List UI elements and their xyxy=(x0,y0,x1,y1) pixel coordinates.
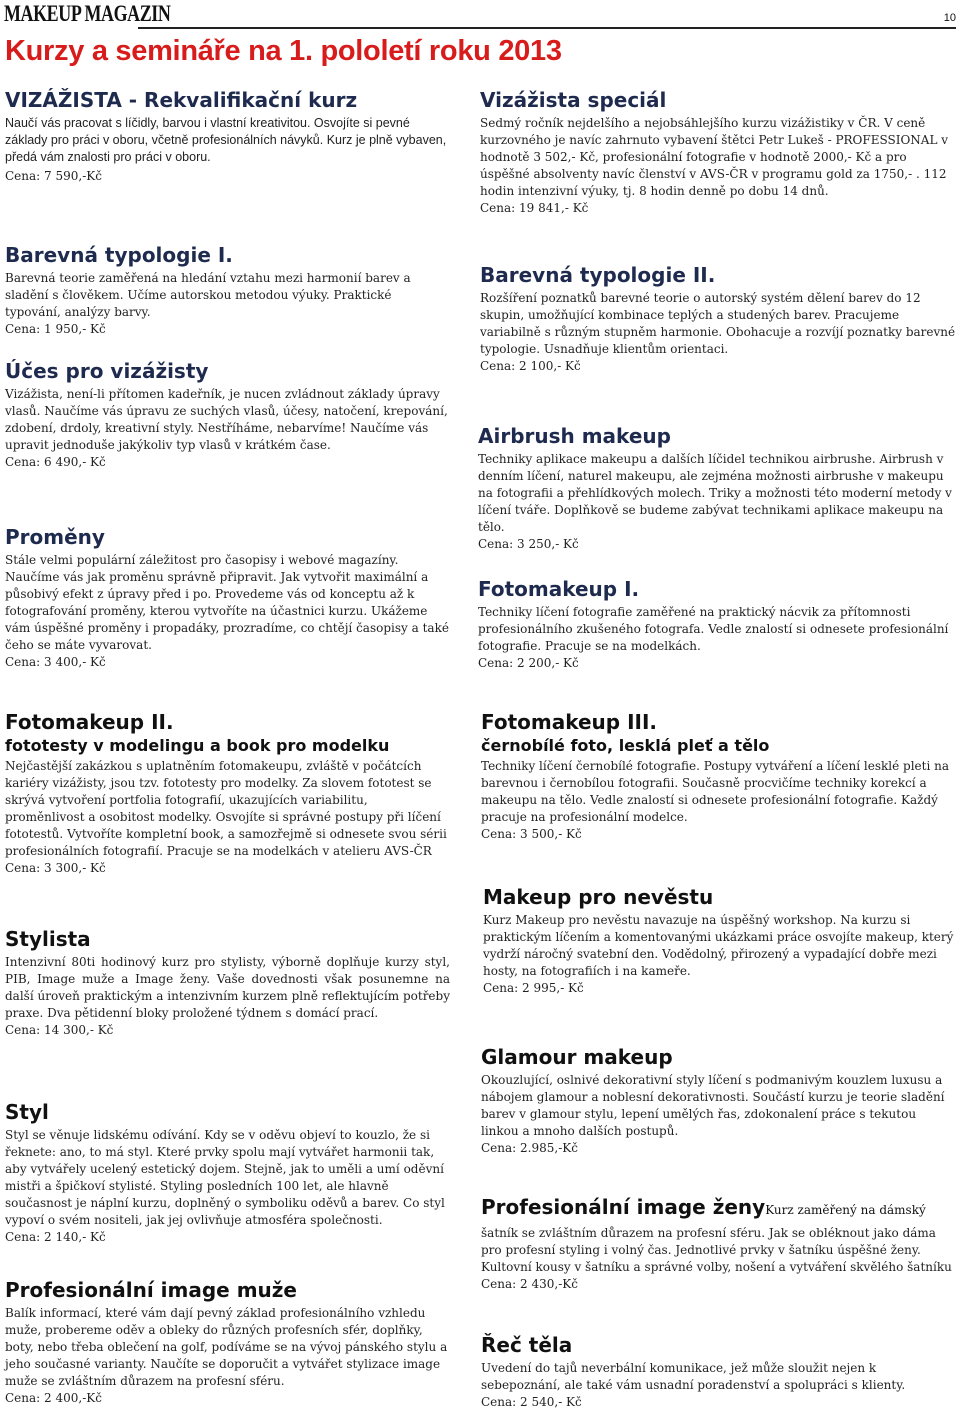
course-title: Barevná typologie II. xyxy=(480,263,716,287)
course-section xyxy=(481,709,956,843)
course-title: Barevná typologie I. xyxy=(5,243,233,267)
course-price: Cena: 7 590,-Kč xyxy=(5,169,102,183)
course-price: Cena: 19 841,- Kč xyxy=(480,201,589,215)
course-price: Cena: 2.985,-Kč xyxy=(481,1141,578,1155)
course-description: Techniky líčení fotografie zaměřené na praktický nácvik za přítomnosti profesionálního zkušeného fotografa. Vedle znalostí si odnesete profesionální fotografie. Pracuje se na modelkách. xyxy=(478,605,949,653)
course-title: Fotomakeup II. xyxy=(5,710,174,734)
magazine-masthead: MAKEUP MAGAZIN xyxy=(4,1,171,26)
course-section xyxy=(5,709,450,877)
course-section xyxy=(5,87,450,185)
course-title: Styl xyxy=(5,1100,49,1124)
course-description: šatník se zvláštním důrazem na profesní sféru. Jak se obléknout jako dáma pro profesní styling i volný čas. Jednotlivé prvky v šatníku úspěšné ženy. Kultovní kousy v šatníku a správné volby, nošení a vytváření skvělého šatníku xyxy=(481,1226,952,1274)
course-section xyxy=(478,576,956,672)
course-description: Techniky líčení černobílé fotografie. Postupy vytváření a líčení lesklé pleti na barevnou i černobílou fotografii. Současně procvičíme techniky korekcí a makeupu na tělo. Vedle znalostí si odnesete profesionální fotografie. Každý pracuje na profesionální modelce. xyxy=(481,759,950,824)
course-title: Účes pro vizážisty xyxy=(5,359,209,383)
course-price: Cena: 1 950,- Kč xyxy=(5,322,106,336)
course-description: Stále velmi populární záležitost pro časopisy i webové magazíny. Naučíme vás jak proměnu správně připravit. Jak vytvořit maximální a působivý efekt z úpravy před i po. Provedeme vás od konceptu až k fotografování proměny, kterou vytvoříte na účastnici kurzu. Ukážeme vám úspěšné proměny i propadáky, prozradíme, co chtějí časopisy a také čeho se máte vyvarovat. xyxy=(5,553,449,652)
page-number: 10 xyxy=(943,12,956,24)
course-description: Vizážista, není-li přítomen kadeřník, je nucen zvládnout základy úpravy vlasů. Naučíme vás úpravu ze suchých vlasů, účesy, natočení, krepování, zdobení, drdoly, kreativní styly. Nestříháme, nebarvíme! Naučíme vás upravit jednoduše jakýkoliv typ vlasů v krátkém čase. xyxy=(5,387,448,452)
course-section xyxy=(478,423,956,553)
course-description: Rozšíření poznatků barevné teorie o autorský systém dělení barev do 12 skupin, umožňující kombinace teplých a studených barev. Pracujeme variabilně s různým stupněm harmonie. Obohacuje a rozvíjí poznatky barevné typologie. Usnadňuje klientům orientaci. xyxy=(480,291,956,356)
course-title: Fotomakeup I. xyxy=(478,577,640,601)
course-price: Cena: 6 490,- Kč xyxy=(5,455,106,469)
course-section xyxy=(481,1044,956,1157)
header-rule xyxy=(138,27,956,29)
page-title: Kurzy a semináře na 1. pololetí roku 2013 xyxy=(5,35,562,67)
course-price: Cena: 2 430,-Kč xyxy=(481,1277,578,1291)
course-title: Proměny xyxy=(5,525,105,549)
course-section xyxy=(481,1332,956,1411)
course-title: Airbrush makeup xyxy=(478,424,671,448)
course-description-lead: Kurz zaměřený na dámský xyxy=(765,1203,926,1217)
course-section xyxy=(5,358,450,471)
course-description: Sedmý ročník nejdelšího a nejobsáhlejšího kurzu vizážistiky v ČR. V ceně kurzovného je navíc zahrnuto vybavení štětci Petr Lukeš - PROFESSIONAL v hodnotě 3 502,- Kč, profesionální fotografie v hodnotě 2000,- Kč a pro úspěšné absolventy navíc členství v AVS-ČR v programu gold za 1750,- . 112 hodin intenzivní výuky, tj. 8 hodin denně po dobu 14 dnů. xyxy=(480,116,949,198)
course-description: Techniky aplikace makeupu a dalších líčidel technikou airbrushe. Airbrush v denním líčení, naturel makeupu, ale zejména možnosti airbrushe v makeupu na fotografii a přehlídkových molech. Triky a možnosti této moderní metody v líčení tváře. Doplňkově se budeme zabývat technikami aplikace makeupu na tělo. xyxy=(478,452,952,534)
course-title: Řeč těla xyxy=(481,1333,573,1357)
course-description: Kurz Makeup pro nevěstu navazuje na úspěšný workshop. Na kurzu si praktickým líčením a komentovanými ukázkami práce osvojíte makeup, který vydrží náročný svatební den. Vodědolný, přirozený a vypadající dobře mezi hosty, na fotografiích i na kameře. xyxy=(483,913,954,978)
course-price: Cena: 2 200,- Kč xyxy=(478,656,579,670)
course-description: Uvedení do tajů neverbální komunikace, jež může sloužit nejen k sebepoznání, ale také vám usnadní poradenství a spolupráci s klienty. xyxy=(481,1361,906,1392)
course-title: VIZÁŽISTA - Rekvalifikační kurz xyxy=(5,88,358,112)
course-section xyxy=(480,87,956,217)
course-section xyxy=(480,262,956,375)
course-title: Stylista xyxy=(5,927,91,951)
course-description: Barevná teorie zaměřená na hledání vztahu mezi harmonií barev a sladění s člověkem. Učíme autorskou metodou výuky. Praktické typování, analýzy barvy. xyxy=(5,271,411,319)
course-price: Cena: 3 300,- Kč xyxy=(5,861,106,875)
course-title: Makeup pro nevěstu xyxy=(483,885,714,909)
course-section xyxy=(5,926,450,1039)
course-price: Cena: 3 250,- Kč xyxy=(478,537,579,551)
course-price: Cena: 2 995,- Kč xyxy=(483,981,584,995)
course-title xyxy=(481,1194,956,1223)
course-section xyxy=(5,524,450,671)
course-section xyxy=(5,1277,450,1407)
course-section xyxy=(5,1099,450,1246)
course-title: Fotomakeup III. xyxy=(481,710,657,734)
course-price: Cena: 2 100,- Kč xyxy=(480,359,581,373)
course-title: Vizážista speciál xyxy=(480,88,667,112)
course-description: Styl se věnuje lidskému odívání. Kdy se v oděvu objeví to kouzlo, že si řeknete: ano, to má styl. Které prvky spolu mají vytvářet harmonii tak, aby vytvářely ucelený estetický dojem. Stejně, jak to uměli a umí oděvní mistři a špičkoví stylisté. Styling posledních 100 let, ale hlavně současnost je náplní kurzu, doplněný o symboliku oděvů a barev. Co styl vypoví o svém nositeli, jak jej ovlivňuje atmosféra společnosti. xyxy=(5,1128,445,1227)
course-price: Cena: 3 400,- Kč xyxy=(5,655,106,669)
course-description: Nejčastější zakázkou s uplatněním fotomakeupu, zvláště v počátcích kariéry vizážisty, jsou tzv. fototesty pro modelky. Za slovem fototest se skrývá vytvoření portfolia fotografií, ukazujících variabilitu, proměnlivost a osobitost modelky. Osvojíte si správné postupy při líčení fototestů. Vytvoříte kompletní book, a samozřejmě si odnesete svou sérii profesionálních fotografií. Pracuje se na modelkách v atelieru AVS-ČR xyxy=(5,759,447,858)
course-subtitle: černobílé foto, lesklá pleť a tělo xyxy=(481,736,770,755)
course-description: Intenzivní 80ti hodinový kurz pro stylisty, výborně doplňuje kurzy styl, PIB, Image muže a Image ženy. Vaše dovednosti však posunemne na další úroveň praktickým a intenzivním kurzem plně reflektujícím potřeby praxe. Dva pětidenní bloky proložené týdnem s domácí prací. xyxy=(5,955,450,1020)
course-subtitle: fototesty v modelingu a book pro modelku xyxy=(5,736,390,755)
course-price: Cena: 2 140,- Kč xyxy=(5,1230,106,1244)
course-section xyxy=(483,884,956,997)
course-description: Naučí vás pracovat s líčidly, barvou i vlastní kreativitou. Osvojíte si pevné základy pro práci v oboru, včetně profesionálních návyků. Kurz je plně vybaven, předá vám znalosti pro práci v oboru. xyxy=(5,116,447,164)
course-title: Profesionální image muže xyxy=(5,1278,297,1302)
course-price: Cena: 2 540,- Kč xyxy=(481,1395,582,1409)
course-title-text: Profesionální image ženy xyxy=(481,1195,766,1219)
course-title: Glamour makeup xyxy=(481,1045,673,1069)
course-section xyxy=(481,1194,956,1293)
course-description: Okouzlující, oslnivé dekorativní styly líčení s podmanivým kouzlem luxusu a nábojem glamour a noblesní dekorativnosti. Součástí kurzu je teorie sladění barev v glamour stylu, lepení umělých řas, zdokonalení práce s tekutou linkou a mnoho dalších postupů. xyxy=(481,1073,945,1138)
course-price: Cena: 2 400,-Kč xyxy=(5,1391,102,1405)
course-price: Cena: 3 500,- Kč xyxy=(481,827,582,841)
course-section xyxy=(5,242,450,338)
course-price: Cena: 14 300,- Kč xyxy=(5,1023,114,1037)
course-description: Balík informací, které vám dají pevný základ profesionálního vzhledu muže, probereme oděv a obleky do různých profesních sfér, doplňky, boty, nebo třeba oblečení na golf, podíváme se na vývoj pánského stylu a jeho současné varianty. Naučíte se doporučit a vytvářet stylizace image muže se zvláštním důrazem na profesní sféru. xyxy=(5,1306,448,1388)
